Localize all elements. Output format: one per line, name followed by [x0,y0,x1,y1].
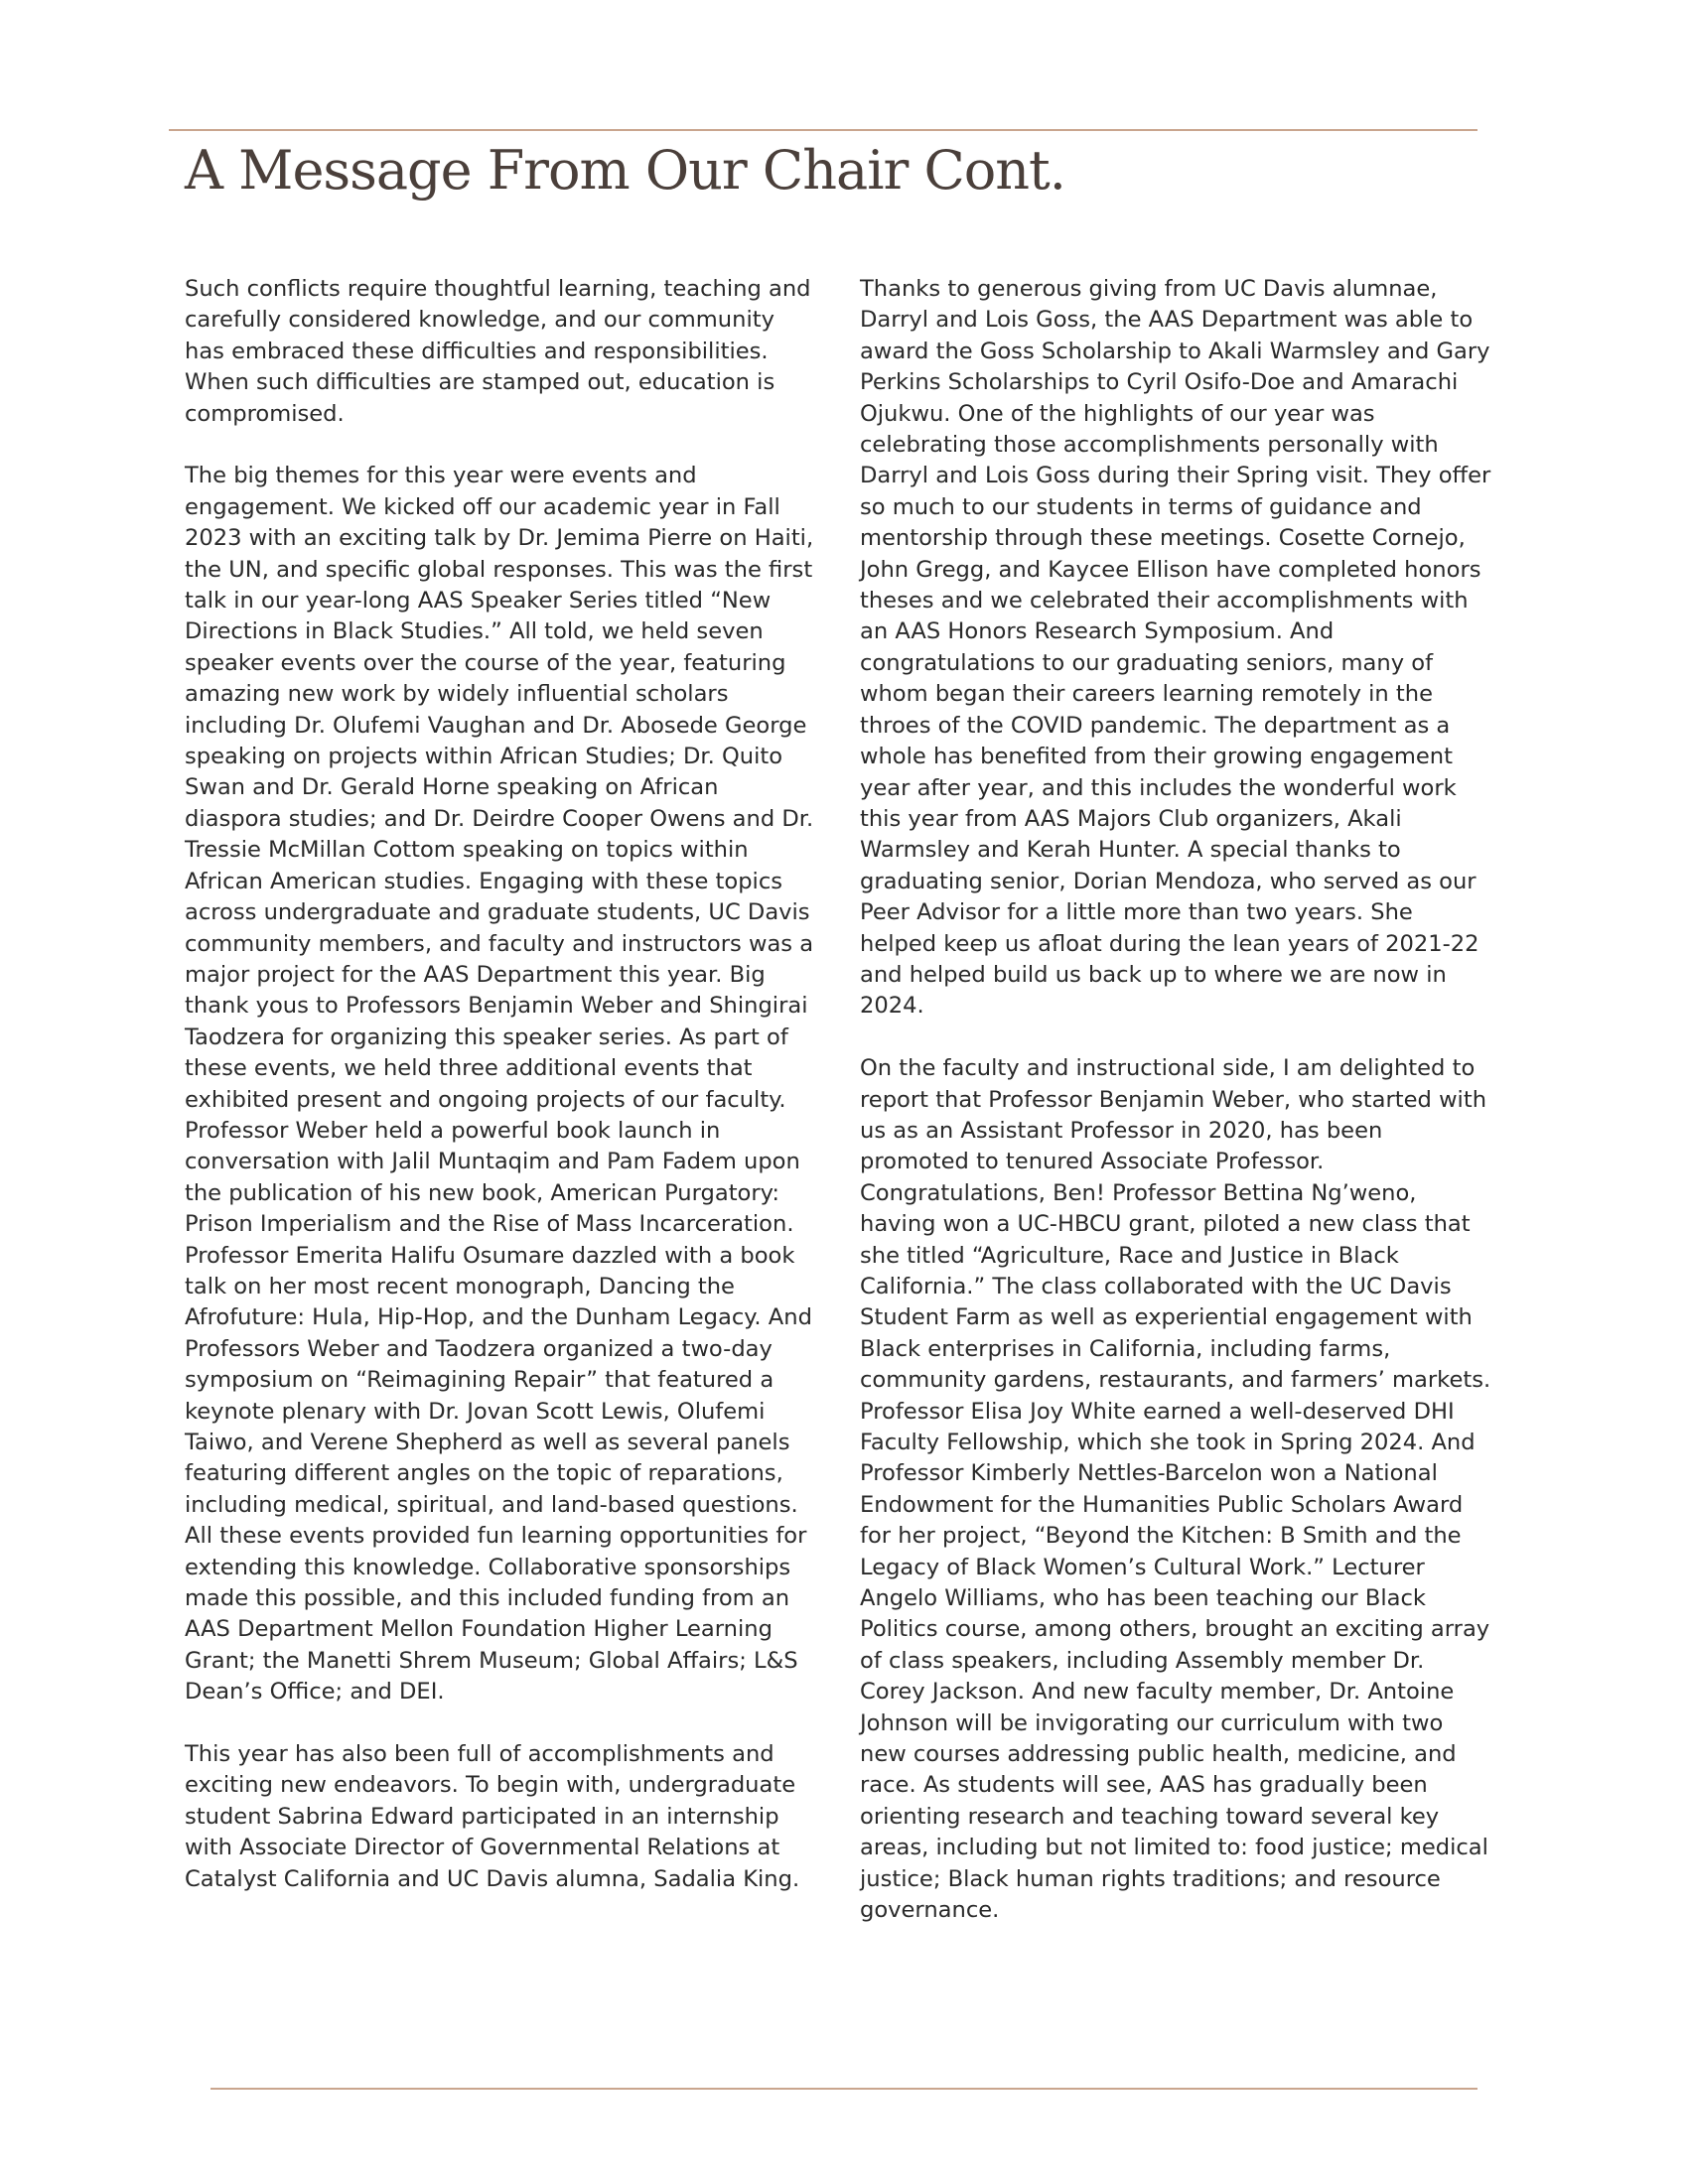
paragraph-faculty: On the faculty and instructional side, I am delighted to report that Professor Benjamin Weber, who started with us as an Assistant Professor in 2020, has been promoted to tenured Associate Professor. Congratulations, Ben! Professor Bettina Ng’weno, having won a UC-HBCU grant, piloted a new class that she titled “Agriculture, Race and Justice in Black California.” The class collaborated with the UC Davis Student Farm as well as experiential engagement with Black enterprises in California, including farms, community gardens, restaurants, and farmers’ markets. Professor Elisa Joy White earned a well-deserved DHI Faculty Fellowship, which she took in Spring 2024. And Professor Kimberly Nettles-Barcelon won a National Endowment for the Humanities Public Scholars Award for her project, “Beyond the Kitchen: B Smith and the Legacy of Black Women’s Cultural Work.” Lecturer Angelo Williams, who has been teaching our Black Politics course, among others, brought an exciting array of class speakers, including Assembly member Dr. Corey Jackson. And new faculty member, Dr. Antoine Johnson will be invigorating our curriculum with two new courses addressing public health, medicine, and race. As students will see, AAS has gradually been orienting research and teaching toward several key areas, including but not limited to: food justice; medical justice; Black human rights traditions; and resource governance. [860,1055,1491,1924]
right-column [860,274,1495,1927]
page-title: A Message From Our Chair Cont. [185,139,1065,202]
top-divider [169,129,1477,131]
paragraph-accomplishments: This year has also been full of accomplishments and exciting new endeavors. To begin with, undergraduate student Sabrina Edward participated in an internship with Associate Director of Governmental Relations at Catalyst California and UC Davis alumna, Sadalia King. [185,1741,800,1892]
paragraph-events-engagement: The big themes for this year were events and engagement. We kicked off our academic year in Fall 2023 with an exciting talk by Dr. Jemima Pierre on Haiti, the UN, and specific global responses. This was the first talk in our year-long AAS Speaker Series titled “New Directions in Black Studies.” All told, we held seven speaker events over the course of the year, featuring amazing new work by widely influential scholars including Dr. Olufemi Vaughan and Dr. Abosede George speaking on projects within African Studies; Dr. Quito Swan and Dr. Gerald Horne speaking on African diaspora studies; and Dr. Deirdre Cooper Owens and Dr. Tressie McMillan Cottom speaking on topics within African American studies. Engaging with these topics across undergraduate and graduate students, UC Davis community members, and faculty and instructors was a major project for the AAS Department this year. Big thank yous to Professors Benjamin Weber and Shingirai Taodzera for organizing this speaker series. As part of these events, we held three additional events that exhibited present and ongoing projects of our faculty. Professor Weber held a powerful book launch in conversation with Jalil Muntaqim and Pam Fadem upon the publication of his new book, American Purgatory: Prison Imperialism and the Rise of Mass Incarceration. Professor Emerita Halifu Osumare dazzled with a book talk on her most recent monograph, Dancing the Afrofuture: Hula, Hip-Hop, and the Dunham Legacy. And Professors Weber and Taodzera organized a two-day symposium on “Reimagining Repair” that featured a keynote plenary with Dr. Jovan Scott Lewis, Olufemi Taiwo, and Verene Shepherd as well as several panels featuring different angles on the topic of reparations, including medical, spiritual, and land-based questions. All these events provided fun learning opportunities for extending this knowledge. Collaborative sponsorships made this possible, and this included funding from an AAS Department Mellon Foundation Higher Learning Grant; the Manetti Shrem Museum; Global Affairs; L&S Dean’s Office; and DEI. [185,463,814,1706]
paragraph-scholarships: Thanks to generous giving from UC Davis alumnae, Darryl and Lois Goss, the AAS Department was able to award the Goss Scholarship to Akali Warmsley and Gary Perkins Scholarships to Cyril Osifo-Doe and Amarachi Ojukwu. One of the highlights of our year was celebrating those accomplishments personally with Darryl and Lois Goss during their Spring visit. They offer so much to our students in terms of guidance and mentorship through these meetings. Cosette Cornejo, John Gregg, and Kaycee Ellison have completed honors theses and we celebrated their accomplishments with an AAS Honors Research Symposium. And congratulations to our graduating seniors, many of whom began their careers learning remotely in the throes of the COVID pandemic. The department as a whole has benefited from their growing engagement year after year, and this includes the wonderful work this year from AAS Majors Club organizers, Akali Warmsley and Kerah Hunter. A special thanks to graduating senior, Dorian Mendoza, who served as our Peer Advisor for a little more than two years. She helped keep us afloat during the lean years of 2021-22 and helped build us back up to where we are now in 2024. [860,276,1491,1020]
paragraph-conflicts: Such conflicts require thoughtful learning, teaching and carefully considered knowledge, and our community has embraced these difficulties and responsibilities. When such difficulties are stamped out, education is compromised. [185,276,811,427]
left-column [185,274,820,1895]
bottom-divider [211,2088,1477,2090]
